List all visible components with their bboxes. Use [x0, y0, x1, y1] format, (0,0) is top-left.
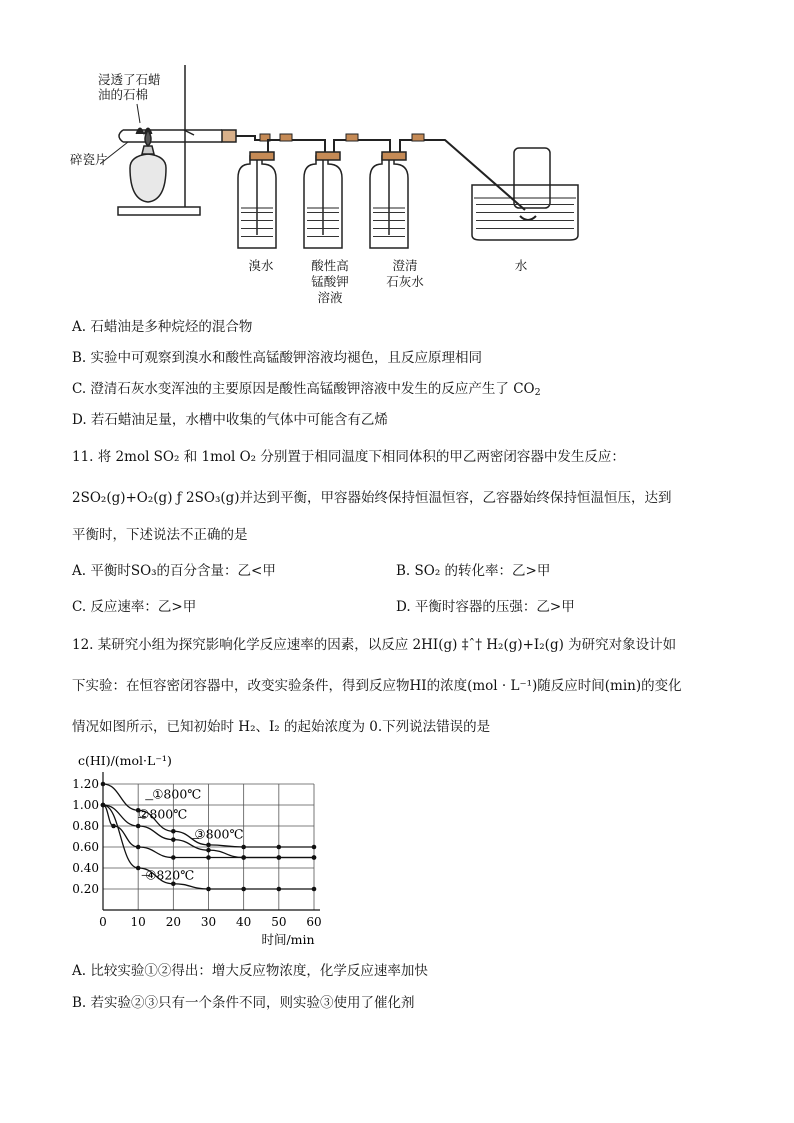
alcohol-lamp — [130, 154, 166, 202]
series-point — [101, 803, 106, 808]
q11-option-a: A. 平衡时SO₃的百分含量：乙<甲 — [72, 563, 276, 579]
series-point — [312, 855, 317, 860]
q10-option-c — [72, 380, 541, 402]
q12-stem-line3: 情况如图所示，已知初始时 H₂、I₂ 的起始浓度为 0.下列说法错误的是 — [72, 719, 491, 735]
series-point — [136, 845, 141, 850]
caption-bromine: 溴水 — [248, 258, 274, 273]
flame — [145, 130, 151, 146]
q10-option-b: B. 实验中可观察到溴水和酸性高锰酸钾溶液均褪色，且反应原理相同 — [72, 350, 483, 366]
q12-stem-line2: 下实验：在恒容密闭容器中，改变实验条件，得到反应物HI的浓度(mol · L⁻¹)随反应时间(min)的变化 — [72, 678, 682, 694]
series-point — [206, 855, 211, 860]
x-tick-label: 10 — [130, 915, 146, 929]
x-tick-label: 40 — [236, 915, 252, 929]
q11-stem-line2 — [72, 489, 672, 507]
series-label: ③800℃ — [194, 826, 244, 842]
q10-option-c-sub: 2 — [534, 387, 541, 398]
series-point — [241, 855, 246, 860]
series-point — [241, 887, 246, 892]
q10-option-c-text: C. 澄清石灰水变浑浊的主要原因是酸性高锰酸钾溶液中发生的反应产生了 CO — [72, 381, 535, 397]
series-point — [171, 855, 176, 860]
label-asbestos: 浸透了石蜡 油的石棉 — [98, 72, 161, 102]
series-point — [206, 843, 211, 848]
series-point — [241, 845, 246, 850]
series-label: ①800℃ — [152, 786, 202, 802]
q12-stem-line1: 12. 某研究小组为探究影响化学反应速率的因素，以反应 2HI(g) ‡ˆ† H₂(g)+I₂(g) 为研究对象设计如 — [72, 637, 677, 653]
x-tick-label: 0 — [99, 915, 107, 929]
series-point — [136, 866, 141, 871]
series-label: ④820℃ — [145, 867, 195, 883]
test-tube — [119, 130, 222, 142]
series-point — [136, 824, 141, 829]
caption-water: 水 — [514, 258, 528, 273]
y-tick-label: 0.20 — [72, 882, 99, 896]
q10-option-d: D. 若石蜡油足量，水槽中收集的气体中可能含有乙烯 — [72, 412, 388, 428]
hi-concentration-chart — [66, 748, 336, 953]
q11-option-b: B. SO₂ 的转化率：乙>甲 — [396, 563, 551, 579]
y-tick-label: 0.80 — [72, 819, 99, 833]
tube-stopper — [222, 130, 236, 142]
x-tick-label: 50 — [271, 915, 287, 929]
q11-stem-line3: 平衡时，下述说法不正确的是 — [72, 527, 248, 543]
series-point — [277, 855, 282, 860]
q12-option-a: A. 比较实验①②得出：增大反应物浓度，化学反应速率加快 — [72, 963, 428, 979]
y-tick-label: 0.40 — [72, 861, 99, 875]
series-point — [206, 848, 211, 853]
series-point — [206, 887, 211, 892]
stand-base — [118, 207, 200, 215]
caption-limewater: 澄清 石灰水 — [386, 258, 424, 289]
y-tick-label: 1.00 — [72, 798, 99, 812]
series-label: ②800℃ — [138, 806, 188, 822]
series-point — [111, 824, 116, 829]
y-tick-label: 0.60 — [72, 840, 99, 854]
q11-option-c: C. 反应速率：乙>甲 — [72, 599, 197, 615]
chart-ylabel: c(HI)/(mol·L⁻¹) — [78, 753, 172, 768]
q11-stem-line2-rest: 并达到平衡，甲容器始终保持恒温恒容，乙容器始终保持恒温恒压，达到 — [239, 490, 672, 506]
q12-option-b: B. 若实验②③只有一个条件不同，则实验③使用了催化剂 — [72, 995, 415, 1011]
y-tick-label: 1.20 — [72, 777, 99, 791]
series-point — [277, 845, 282, 850]
q11-stem-line1: 11. 将 2mol SO₂ 和 1mol O₂ 分别置于相同温度下相同体积的甲乙两密闭容器中发生反应： — [72, 449, 625, 465]
series-point — [277, 887, 282, 892]
series-point — [312, 845, 317, 850]
series-point — [101, 782, 106, 787]
chart-xlabel: 时间/min — [261, 932, 315, 947]
apparatus-diagram — [100, 60, 600, 260]
series-point — [171, 829, 176, 834]
caption-kmno4: 酸性高 锰酸钾 溶液 — [311, 258, 349, 305]
x-tick-label: 30 — [200, 915, 217, 929]
q10-option-a: A. 石蜡油是多种烷烃的混合物 — [72, 319, 253, 335]
series-point — [312, 887, 317, 892]
series-point — [171, 837, 176, 842]
x-tick-label: 60 — [306, 915, 322, 929]
q11-option-d: D. 平衡时容器的压强：乙>甲 — [396, 599, 575, 615]
gas-jar — [514, 148, 550, 208]
q11-equation: 2SO₂(g)+O₂(g) ƒ 2SO₃(g) — [72, 490, 240, 506]
label-porcelain: 碎瓷片 — [70, 152, 108, 167]
x-tick-label: 20 — [165, 915, 181, 929]
